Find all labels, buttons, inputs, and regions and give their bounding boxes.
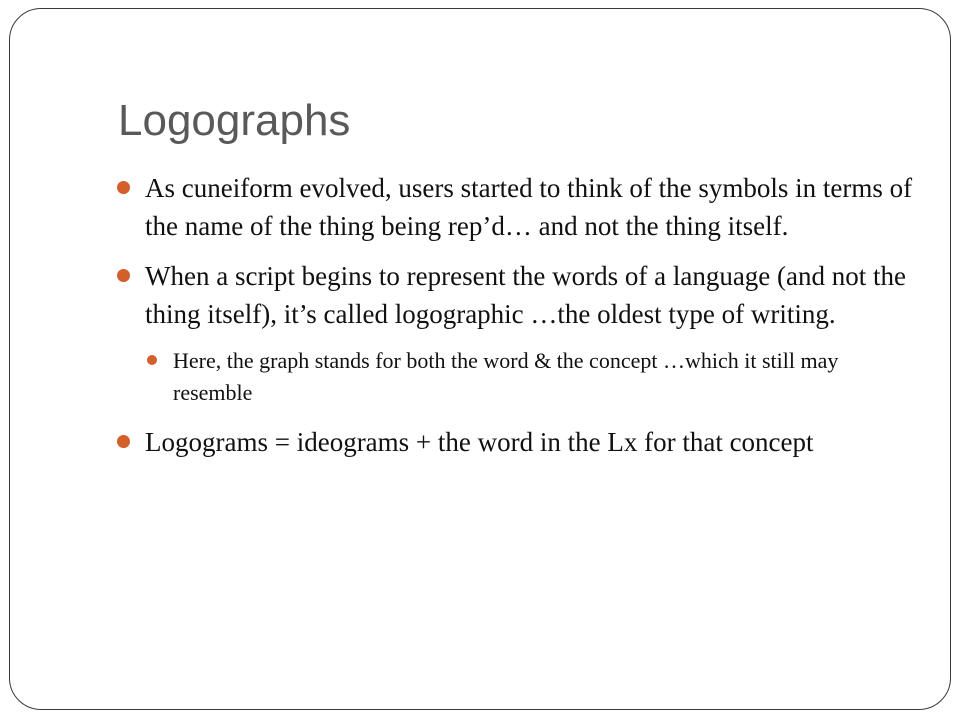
sub-bullet-text: Here, the graph stands for both the word & the concept …which it still may resemble xyxy=(173,348,839,405)
bullet-item xyxy=(117,169,917,245)
bullet-item xyxy=(117,423,917,461)
bullet-text: Logograms = ideograms + the word in the Lx for that concept xyxy=(145,427,814,457)
sub-bullet-item xyxy=(147,345,917,409)
bullet-dot-icon xyxy=(117,181,130,194)
slide-body xyxy=(117,169,917,473)
bullet-text: As cuneiform evolved, users started to think of the symbols in terms of the name of the thing being rep’d… and not the thing itself. xyxy=(145,173,913,241)
bullet-dot-icon xyxy=(147,355,157,365)
bullet-dot-icon xyxy=(117,269,130,282)
bullet-text: When a script begins to represent the words of a language (and not the thing itself), it’s called logographic …the oldest type of writing. xyxy=(145,261,906,329)
slide xyxy=(9,8,951,710)
slide-title: Logographs xyxy=(118,96,351,145)
bullet-item xyxy=(117,257,917,333)
bullet-dot-icon xyxy=(117,435,130,448)
